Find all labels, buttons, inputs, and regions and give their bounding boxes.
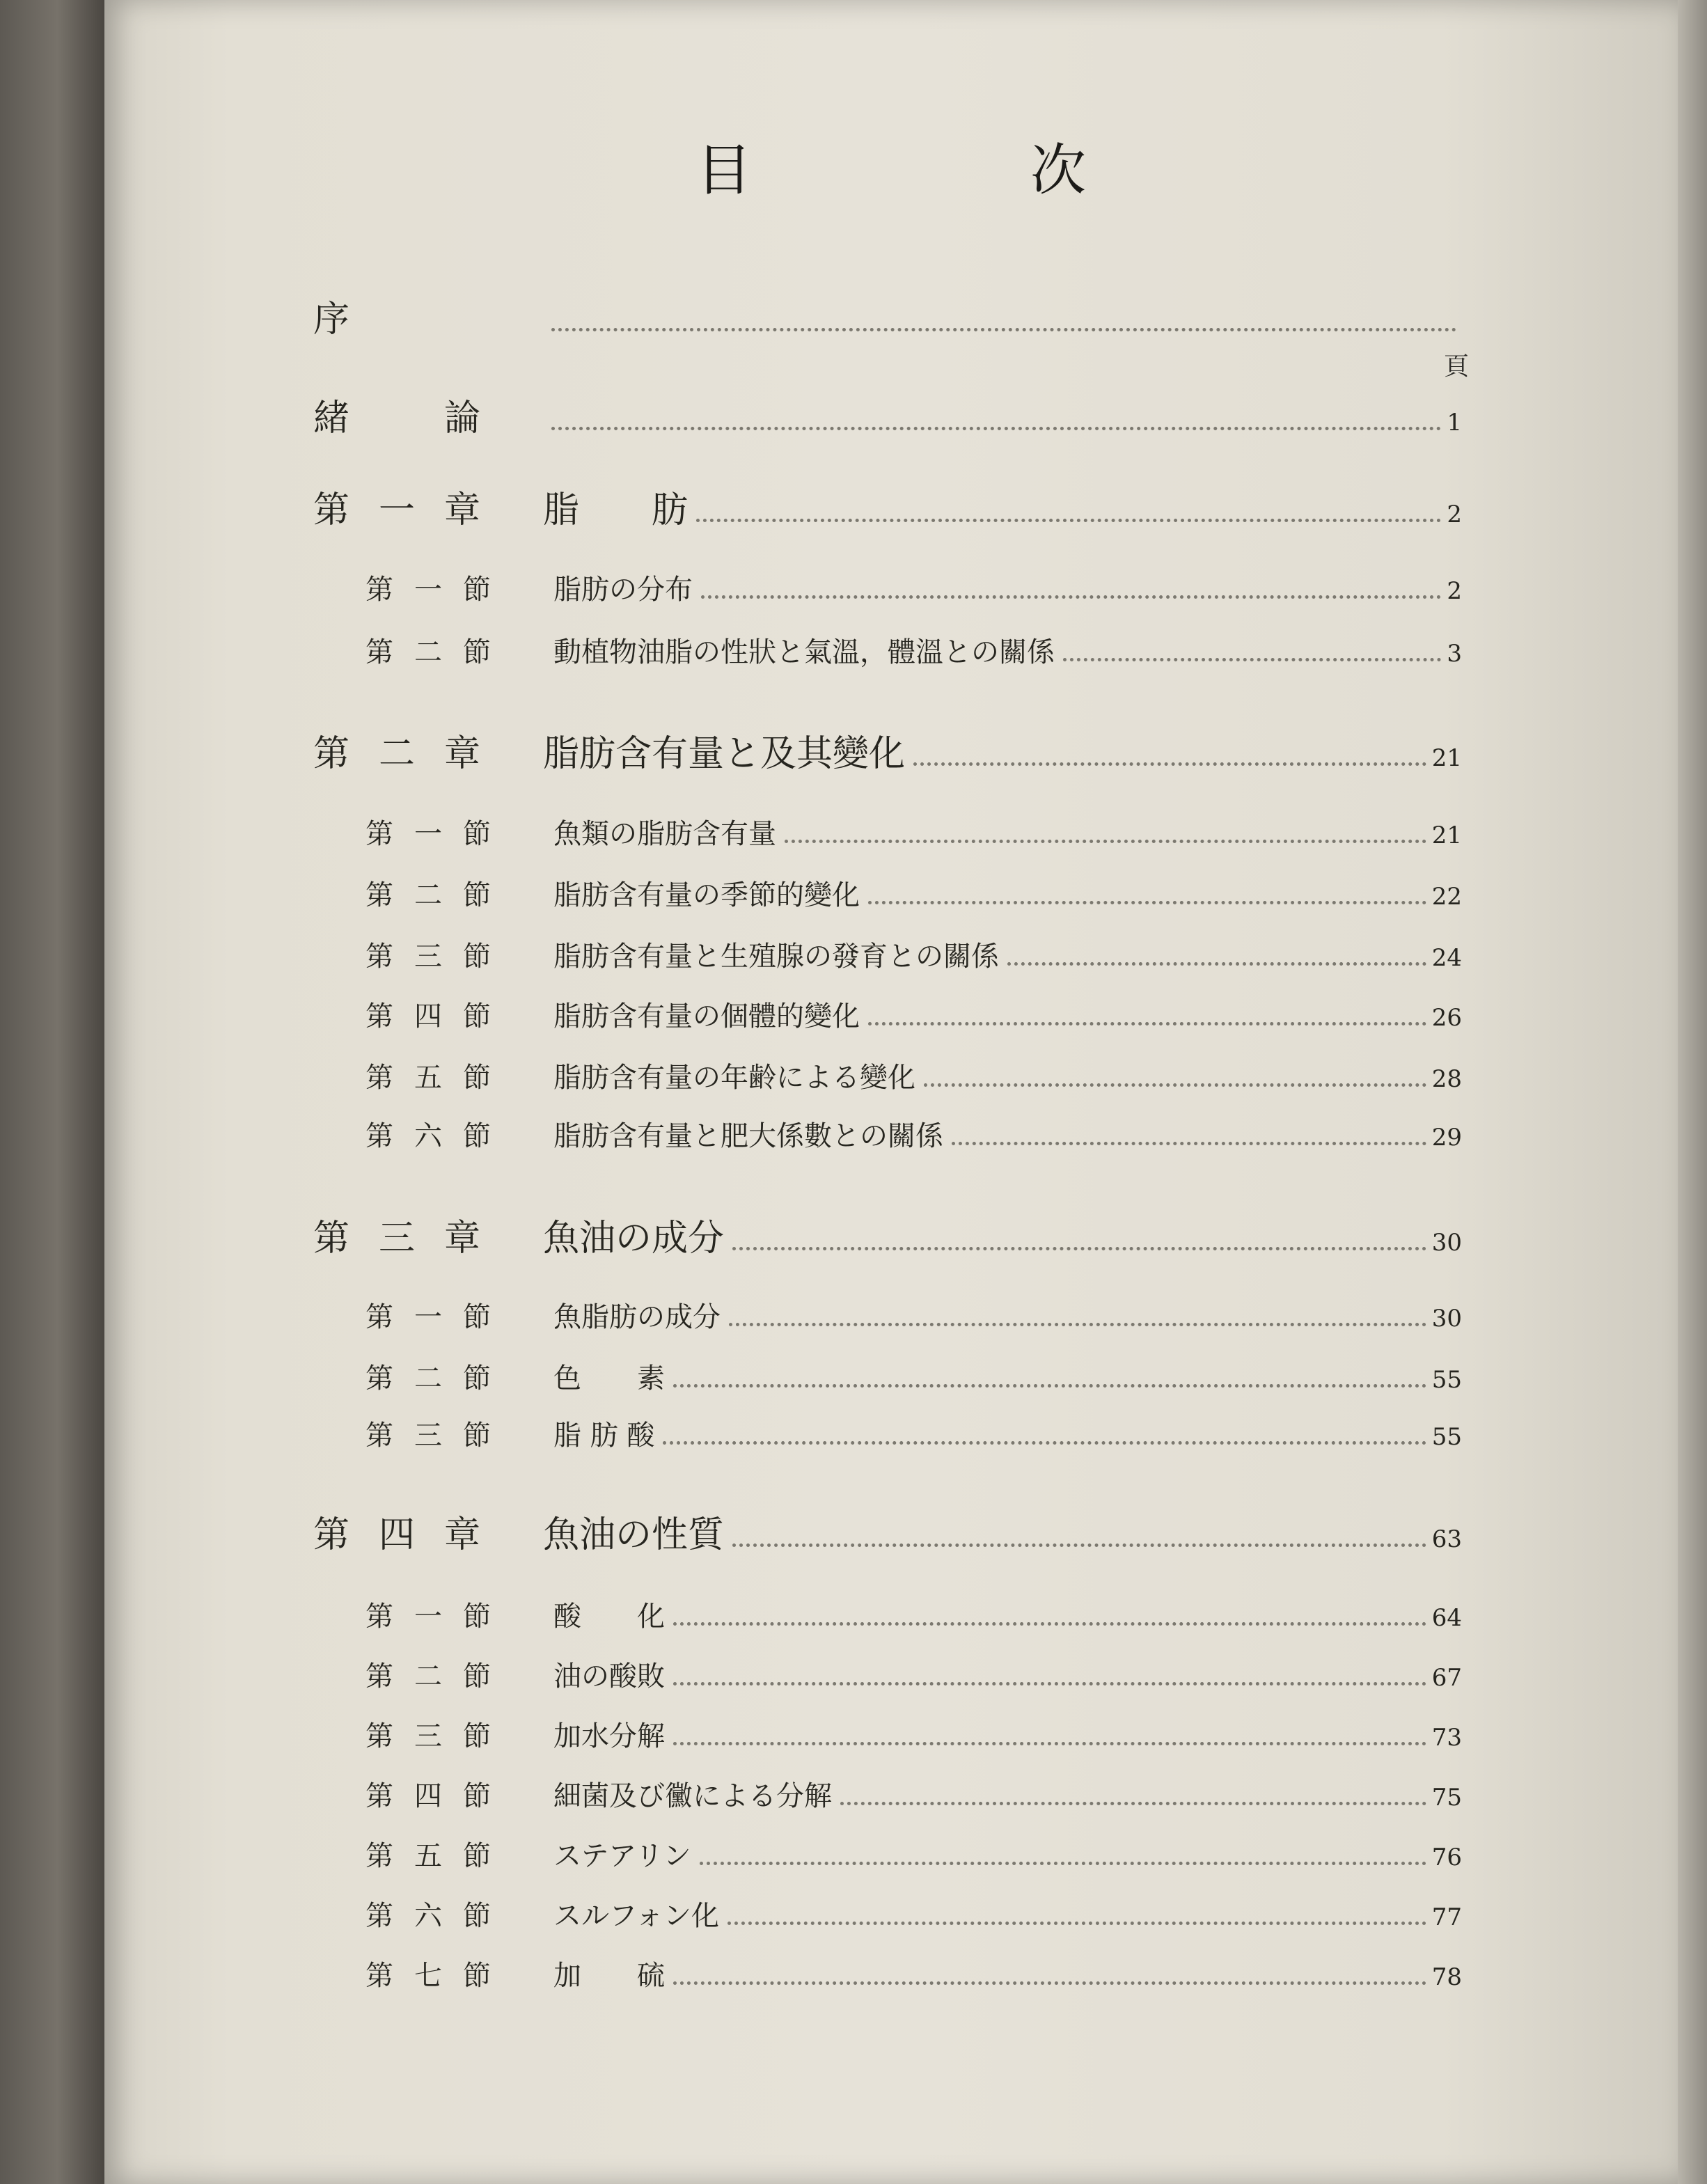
dot-leader bbox=[673, 1742, 1426, 1745]
entry-number-char: 節 bbox=[463, 1601, 491, 1633]
entry-title: 魚油の成分 bbox=[543, 1218, 725, 1259]
entry-title: 脂肪含有量と生殖腺の發育との關係 bbox=[553, 941, 999, 973]
entry-number-char: 四 bbox=[378, 1514, 415, 1556]
toc-section-row bbox=[365, 1654, 1462, 1694]
toc-section-row bbox=[365, 630, 1462, 670]
entry-title: 脂肪含有量と肥大係數との關係 bbox=[553, 1120, 943, 1152]
entry-number-char: 四 bbox=[414, 1780, 442, 1812]
dot-leader bbox=[673, 1622, 1426, 1626]
entry-number-char: 五 bbox=[414, 1062, 442, 1094]
entry-number-char: 第 bbox=[313, 1218, 350, 1259]
entry-number-char: 三 bbox=[414, 1720, 442, 1752]
entry-number-char: 第 bbox=[365, 1960, 393, 1992]
entry-number-char: 緒 bbox=[313, 398, 350, 439]
dot-leader bbox=[551, 328, 1456, 331]
entry-title: 脂肪含有量の季節的變化 bbox=[553, 879, 860, 911]
entry-title: 脂肪含有量の個體的變化 bbox=[553, 1000, 860, 1032]
toc-chapter-row bbox=[313, 290, 1462, 342]
entry-number bbox=[313, 388, 480, 441]
entry-page-number: 21 bbox=[1431, 744, 1462, 772]
entry-number bbox=[313, 1505, 480, 1557]
toc-section-row bbox=[365, 1774, 1462, 1814]
entry-number-char: 第 bbox=[365, 941, 393, 973]
entry-number-char: 節 bbox=[463, 574, 491, 606]
entry-page-number: 63 bbox=[1431, 1525, 1462, 1553]
page-edge bbox=[1678, 0, 1707, 2184]
entry-title: スルフォン化 bbox=[553, 1900, 719, 1932]
entry-number bbox=[313, 290, 480, 342]
entry-number-char: 一 bbox=[414, 818, 442, 850]
entry-number-char: 六 bbox=[414, 1120, 442, 1152]
entry-number-char: 五 bbox=[414, 1840, 442, 1872]
entry-page-number: 28 bbox=[1431, 1065, 1462, 1093]
entry-number-char: 一 bbox=[414, 574, 442, 606]
entry-number-char: 第 bbox=[313, 733, 350, 775]
toc-section-row bbox=[365, 567, 1462, 607]
entry-number-char: 第 bbox=[365, 1420, 393, 1452]
entry-page-number: 73 bbox=[1431, 1724, 1462, 1752]
entry-title: 加 硫 bbox=[553, 1960, 665, 1992]
toc-section-row bbox=[365, 1295, 1462, 1335]
toc-section-row bbox=[365, 1356, 1462, 1396]
toc-section-row bbox=[365, 812, 1462, 851]
entry-number bbox=[365, 1356, 491, 1396]
entry-number bbox=[313, 724, 480, 776]
entry-number-char: 節 bbox=[463, 1840, 491, 1872]
entry-page-number: 78 bbox=[1431, 1963, 1462, 1991]
entry-number-char: 節 bbox=[463, 1301, 491, 1333]
entry-number-char: 節 bbox=[463, 1120, 491, 1152]
toc-section-row bbox=[365, 994, 1462, 1034]
toc-chapter-row bbox=[313, 724, 1462, 776]
entry-page-number: 2 bbox=[1447, 501, 1462, 528]
entry-title: 魚脂肪の成分 bbox=[553, 1301, 721, 1333]
toc-section-row bbox=[365, 1834, 1462, 1873]
entry-title: 脂肪の分布 bbox=[553, 574, 693, 606]
toc-section-row bbox=[365, 934, 1462, 974]
entry-number bbox=[365, 1894, 491, 1933]
dot-leader bbox=[924, 1083, 1426, 1087]
toc-section-row bbox=[365, 1114, 1462, 1154]
entry-number-char: 二 bbox=[378, 733, 415, 775]
book-gutter bbox=[0, 0, 104, 2184]
dot-leader bbox=[1063, 658, 1441, 661]
entry-number-char: 節 bbox=[463, 1362, 491, 1395]
entry-number-char: 一 bbox=[378, 489, 415, 531]
entry-page-number: 64 bbox=[1431, 1604, 1462, 1632]
entry-number-char: 第 bbox=[365, 1601, 393, 1633]
entry-title: 脂 肪 bbox=[543, 489, 689, 531]
dot-leader bbox=[701, 595, 1441, 599]
entry-number-char: 二 bbox=[414, 1660, 442, 1692]
entry-number-char: 章 bbox=[443, 489, 480, 531]
entry-number-char: 一 bbox=[414, 1301, 442, 1333]
entry-number bbox=[365, 1654, 491, 1694]
entry-title: 脂 肪 酸 bbox=[553, 1420, 655, 1452]
entry-page-number: 76 bbox=[1431, 1844, 1462, 1871]
entry-number-char: 第 bbox=[365, 818, 393, 850]
entry-number-char: 二 bbox=[414, 1362, 442, 1395]
entry-number-char: 第 bbox=[365, 1362, 393, 1395]
entry-number bbox=[313, 1209, 480, 1261]
entry-page-number: 75 bbox=[1431, 1784, 1462, 1812]
entry-number-char: 三 bbox=[414, 941, 442, 973]
page-title bbox=[696, 125, 1086, 205]
entry-number-char: 節 bbox=[463, 941, 491, 973]
entry-number-char: 二 bbox=[414, 636, 442, 668]
dot-leader bbox=[551, 427, 1441, 430]
entry-number-char: 第 bbox=[365, 1840, 393, 1872]
entry-page-number: 67 bbox=[1431, 1664, 1462, 1692]
entry-number-char: 章 bbox=[443, 733, 480, 775]
entry-page-number: 21 bbox=[1431, 822, 1462, 849]
entry-number bbox=[365, 1714, 491, 1754]
entry-number bbox=[365, 567, 491, 607]
entry-number-char: 節 bbox=[463, 879, 491, 911]
entry-number bbox=[365, 1834, 491, 1873]
dot-leader bbox=[663, 1441, 1426, 1445]
entry-number-char: 節 bbox=[463, 1720, 491, 1752]
entry-page-number: 29 bbox=[1431, 1124, 1462, 1152]
entry-number-char: 第 bbox=[313, 489, 350, 531]
toc-section-row bbox=[365, 1055, 1462, 1095]
toc-section-row bbox=[365, 1413, 1462, 1453]
entry-number-char: 三 bbox=[378, 1218, 415, 1259]
entry-number-char: 第 bbox=[365, 636, 393, 668]
dot-leader bbox=[729, 1323, 1426, 1326]
entry-number-char: 第 bbox=[365, 1000, 393, 1032]
dot-leader bbox=[840, 1802, 1426, 1805]
entry-title: 加水分解 bbox=[553, 1720, 665, 1752]
toc-chapter-row bbox=[313, 1505, 1462, 1557]
entry-page-number: 24 bbox=[1431, 944, 1462, 972]
entry-page-number: 30 bbox=[1431, 1305, 1462, 1333]
dot-leader bbox=[868, 901, 1426, 904]
title-char-2: 次 bbox=[1030, 138, 1086, 203]
entry-page-number: 26 bbox=[1431, 1004, 1462, 1032]
entry-number-char: 六 bbox=[414, 1900, 442, 1932]
entry-number-char: 第 bbox=[365, 1062, 393, 1094]
entry-number-char: 節 bbox=[463, 1900, 491, 1932]
entry-number bbox=[365, 994, 491, 1034]
entry-number-char: 第 bbox=[365, 1301, 393, 1333]
dot-leader bbox=[732, 1247, 1426, 1250]
entry-title: 脂肪含有量と及其變化 bbox=[543, 733, 906, 775]
entry-number bbox=[365, 873, 491, 913]
entry-title: ステアリン bbox=[553, 1840, 691, 1872]
entry-number-char: 節 bbox=[463, 818, 491, 850]
entry-number-char: 第 bbox=[365, 1660, 393, 1692]
dot-leader bbox=[913, 762, 1426, 766]
page-column-label: 頁 bbox=[1443, 352, 1469, 381]
entry-number-char: 第 bbox=[313, 1514, 350, 1556]
entry-title: 魚類の脂肪含有量 bbox=[553, 818, 776, 850]
dot-leader bbox=[673, 1682, 1426, 1686]
entry-page-number: 2 bbox=[1447, 577, 1462, 605]
entry-number bbox=[365, 1295, 491, 1335]
entry-number-char: 第 bbox=[365, 1720, 393, 1752]
dot-leader bbox=[696, 519, 1441, 522]
dot-leader bbox=[700, 1862, 1426, 1865]
entry-number bbox=[365, 1114, 491, 1154]
dot-leader bbox=[673, 1981, 1426, 1985]
entry-number bbox=[365, 934, 491, 974]
toc-chapter-row bbox=[313, 480, 1462, 533]
entry-number bbox=[365, 1413, 491, 1453]
entry-number-char: 七 bbox=[414, 1960, 442, 1992]
entry-number bbox=[365, 630, 491, 670]
entry-number-char: 第 bbox=[365, 879, 393, 911]
toc-section-row bbox=[365, 1714, 1462, 1754]
entry-page-number: 77 bbox=[1431, 1903, 1462, 1931]
entry-number-char: 三 bbox=[414, 1420, 442, 1452]
entry-number-char: 第 bbox=[365, 574, 393, 606]
toc-section-row bbox=[365, 1954, 1462, 1993]
toc-section-row bbox=[365, 1894, 1462, 1933]
dot-leader bbox=[732, 1543, 1426, 1547]
entry-number-char: 序 bbox=[313, 299, 350, 340]
dot-leader bbox=[673, 1384, 1426, 1388]
entry-page-number: 55 bbox=[1431, 1423, 1462, 1451]
entry-number-char: 節 bbox=[463, 1780, 491, 1812]
dot-leader bbox=[785, 840, 1426, 843]
entry-page-number: 55 bbox=[1431, 1366, 1462, 1394]
entry-number-char: 節 bbox=[463, 636, 491, 668]
dot-leader bbox=[868, 1022, 1426, 1026]
dot-leader bbox=[1007, 962, 1426, 966]
entry-number-char: 章 bbox=[443, 1514, 480, 1556]
entry-number-char: 第 bbox=[365, 1900, 393, 1932]
entry-title: 細菌及び黴による分解 bbox=[553, 1780, 832, 1812]
entry-number-char: 論 bbox=[443, 398, 480, 439]
entry-number-char: 節 bbox=[463, 1000, 491, 1032]
entry-page-number: 3 bbox=[1447, 640, 1462, 668]
entry-number bbox=[365, 1055, 491, 1095]
entry-number bbox=[365, 1954, 491, 1993]
entry-number bbox=[313, 480, 480, 533]
entry-title: 脂肪含有量の年齢による變化 bbox=[553, 1062, 915, 1094]
entry-number-char: 四 bbox=[414, 1000, 442, 1032]
entry-number-char: 節 bbox=[463, 1960, 491, 1992]
entry-number-char: 第 bbox=[365, 1120, 393, 1152]
entry-page-number: 22 bbox=[1431, 883, 1462, 911]
entry-title: 油の酸敗 bbox=[553, 1660, 665, 1692]
entry-number-char: 節 bbox=[463, 1420, 491, 1452]
entry-title: 色 素 bbox=[553, 1362, 665, 1395]
title-char-1: 目 bbox=[696, 138, 752, 203]
entry-page-number: 1 bbox=[1447, 409, 1462, 437]
entry-number-char: 節 bbox=[463, 1062, 491, 1094]
entry-number-char: 章 bbox=[443, 1218, 480, 1259]
toc-section-row bbox=[365, 1594, 1462, 1634]
entry-number bbox=[365, 1774, 491, 1814]
entry-number bbox=[365, 812, 491, 851]
entry-page-number: 30 bbox=[1431, 1229, 1462, 1257]
dot-leader bbox=[952, 1142, 1426, 1145]
entry-number bbox=[365, 1594, 491, 1634]
entry-number-char: 一 bbox=[414, 1601, 442, 1633]
entry-title: 魚油の性質 bbox=[543, 1514, 725, 1556]
entry-title: 酸 化 bbox=[553, 1601, 665, 1633]
toc-chapter-row bbox=[313, 1209, 1462, 1261]
toc-chapter-row bbox=[313, 388, 1462, 441]
entry-title: 動植物油脂の性狀と氣溫，體溫との關係 bbox=[553, 636, 1055, 668]
toc-section-row bbox=[365, 873, 1462, 913]
entry-number-char: 第 bbox=[365, 1780, 393, 1812]
entry-number-char: 二 bbox=[414, 879, 442, 911]
dot-leader bbox=[727, 1922, 1426, 1925]
entry-number-char: 節 bbox=[463, 1660, 491, 1692]
